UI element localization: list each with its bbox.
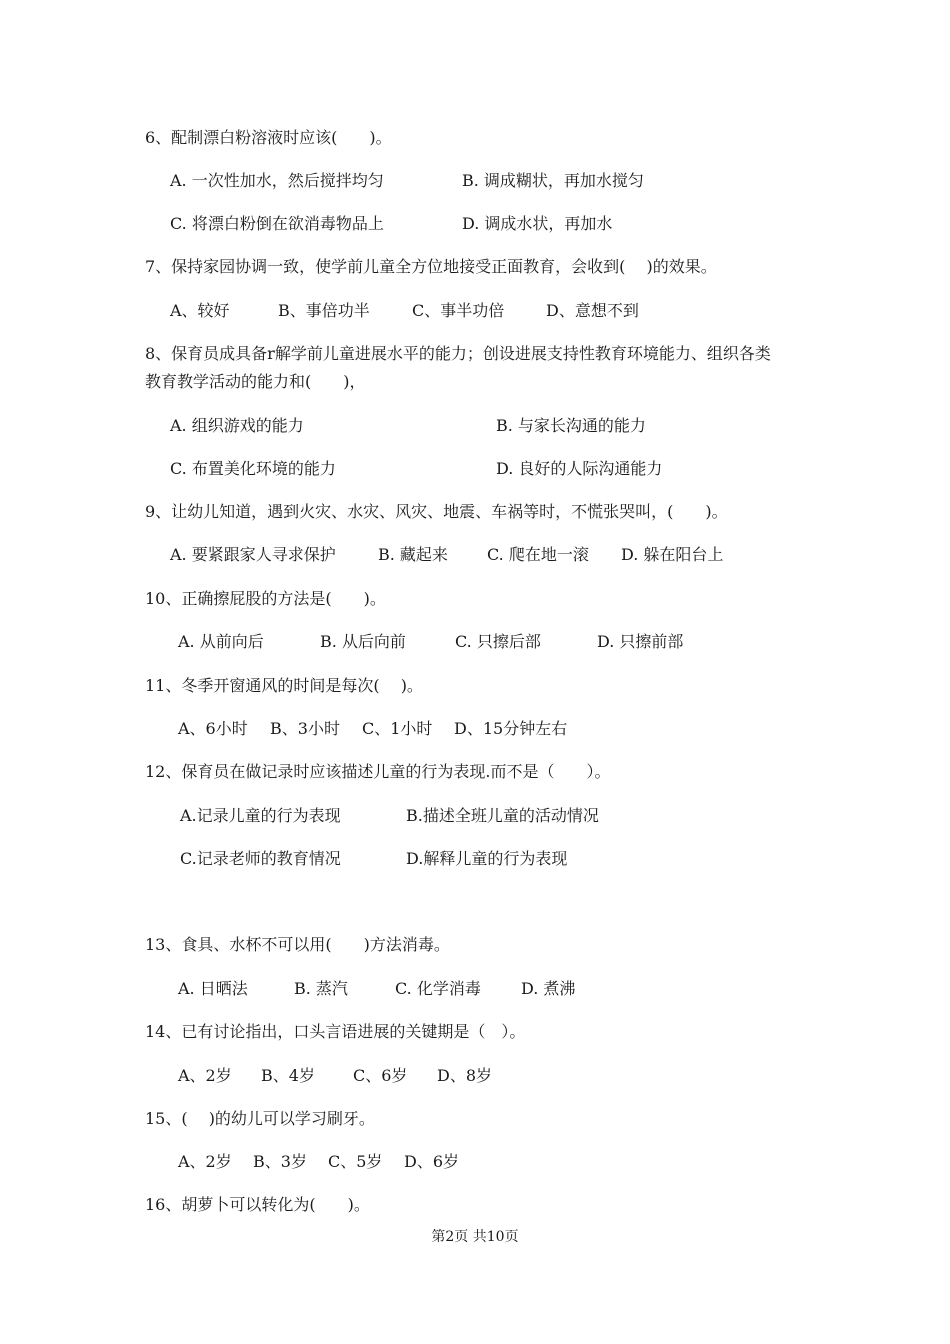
question-7-option-a: A、较好	[170, 301, 230, 320]
question-8-stem-line-2: 教育教学活动的能力和( )，	[145, 372, 366, 391]
question-12-option-b: B.描述全班儿童的活动情况	[406, 806, 599, 825]
question-12-option-a: A.记录儿童的行为表现	[180, 806, 341, 825]
question-14-option-a: A、2岁	[178, 1066, 232, 1085]
question-13-option-a: A. 日晒法	[178, 979, 248, 998]
question-13-stem: 13、食具、水杯不可以用( )方法消毒。	[145, 935, 450, 954]
question-8-option-b: B. 与家长沟通的能力	[496, 416, 646, 435]
page-number-footer: 第2页 共10页	[431, 1229, 519, 1245]
question-9-option-a: A. 要紧跟家人寻求保护	[170, 545, 336, 564]
question-6-option-c: C. 将漂白粉倒在欲消毒物品上	[170, 214, 384, 233]
question-11-stem: 11、冬季开窗通风的时间是每次( )。	[145, 676, 423, 695]
question-10-option-a: A. 从前向后	[178, 632, 264, 651]
question-11-option-b: B、3小时	[270, 719, 340, 738]
question-16-stem: 16、胡萝卜可以转化为( )。	[145, 1195, 370, 1214]
question-8-option-d: D. 良好的人际沟通能力	[496, 459, 663, 478]
question-12-option-c: C.记录老师的教育情况	[180, 849, 341, 868]
question-8-stem-line-1: 8、保育员成具备r解学前儿童进展水平的能力；创设进展支持性教育环境能力、组织各类	[145, 344, 771, 363]
question-13-option-c: C. 化学消毒	[395, 979, 481, 998]
question-9-stem: 9、让幼儿知道，遇到火灾、水灾、风灾、地震、车祸等时，不慌张哭叫，( )。	[145, 502, 728, 521]
question-14-option-b: B、4岁	[261, 1066, 315, 1085]
question-15-option-a: A、2岁	[178, 1152, 232, 1171]
question-6-option-a: A. 一次性加水，然后搅拌均匀	[170, 171, 384, 190]
question-8-option-a: A. 组织游戏的能力	[170, 416, 304, 435]
question-12-stem: 12、保育员在做记录时应该描述儿童的行为表现.而不是（ ）。	[145, 762, 611, 781]
question-10-option-c: C. 只擦后部	[455, 632, 541, 651]
question-9-option-b: B. 藏起来	[378, 545, 448, 564]
question-11-option-c: C、1小时	[362, 719, 433, 738]
question-7-option-d: D、意想不到	[546, 301, 639, 320]
question-6-option-d: D. 调成水状，再加水	[462, 214, 613, 233]
question-10-stem: 10、正确擦屁股的方法是( )。	[145, 589, 386, 608]
question-11-option-a: A、6小时	[178, 719, 248, 738]
question-15-option-d: D、6岁	[404, 1152, 460, 1171]
question-7-stem: 7、保持家园协调一致，使学前儿童全方位地接受正面教育，会收到( )的效果。	[145, 257, 717, 276]
question-9-option-d: D. 躲在阳台上	[621, 545, 724, 564]
question-13-option-b: B. 蒸汽	[294, 979, 348, 998]
question-14-option-c: C、6岁	[353, 1066, 408, 1085]
question-10-option-d: D. 只擦前部	[597, 632, 684, 651]
question-7-option-c: C、事半功倍	[412, 301, 505, 320]
question-13-option-d: D. 煮沸	[521, 979, 576, 998]
question-15-stem: 15、( )的幼儿可以学习刷牙。	[145, 1109, 375, 1128]
question-14-option-d: D、8岁	[437, 1066, 493, 1085]
question-8-option-c: C. 布置美化环境的能力	[170, 459, 336, 478]
question-11-option-d: D、15分钟左右	[454, 719, 568, 738]
question-6-option-b: B. 调成糊状，再加水搅匀	[462, 171, 644, 190]
question-14-stem: 14、已有讨论指出，口头言语进展的关键期是（ ）。	[145, 1022, 526, 1041]
question-15-option-b: B、3岁	[253, 1152, 307, 1171]
question-15-option-c: C、5岁	[328, 1152, 383, 1171]
question-10-option-b: B. 从后向前	[320, 632, 406, 651]
question-7-option-b: B、事倍功半	[278, 301, 370, 320]
question-12-option-d: D.解释儿童的行为表现	[406, 849, 568, 868]
question-9-option-c: C. 爬在地一滚	[487, 545, 589, 564]
question-6-stem: 6、配制漂白粉溶液时应该( )。	[145, 128, 392, 147]
